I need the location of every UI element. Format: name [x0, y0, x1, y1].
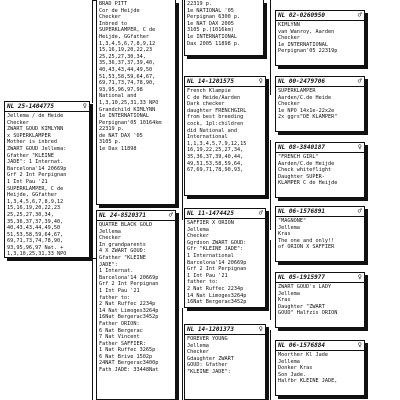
- card-text-line: Jellema: [278, 224, 300, 231]
- card-text-line: "MAGNONE": [278, 218, 307, 224]
- sex-symbol-icon: ♀: [258, 77, 263, 85]
- card-text-line: 51,53,58,59,64,67,: [7, 231, 64, 238]
- card-text-line: Heijde, GGfather: [99, 33, 149, 40]
- card-text-line: 1e NPO 14x1e-22x2e: [278, 107, 335, 114]
- card-text-line: of ORION X SAFFIER: [278, 244, 335, 251]
- ring-number: NL 06-1576891: [278, 208, 325, 215]
- card-text-line: 1,3,4,5,6,7,8,9,12: [99, 40, 156, 47]
- card-text-line: 24NAT Bergerac3400p: [99, 360, 159, 367]
- card-text-line: de NAT DAX '05: [99, 132, 143, 139]
- card-text-line: van Wanroy, Aarden: [278, 28, 335, 35]
- sex-symbol-icon: ♀: [357, 273, 362, 281]
- card-text-line: 16Nat Bergerac3452p: [99, 314, 159, 321]
- sex-symbol-icon: ♂: [357, 77, 362, 85]
- pedigree-card[interactable]: [275, 340, 365, 396]
- card-text-line: Kras: [278, 297, 291, 304]
- card-body: [278, 284, 362, 317]
- connector-line: [182, 308, 183, 400]
- card-text-line: 15,16,19,20,22,23: [99, 47, 153, 54]
- card-text-line: Father SAFFIER:: [99, 340, 146, 347]
- card-text-line: Daughter SUPER-: [278, 173, 325, 180]
- card-text-line: Barcelona'14 20669p: [187, 259, 247, 266]
- card-text-line: "KLEINE JADE":: [187, 368, 231, 375]
- card-text-line: Checker: [278, 101, 300, 108]
- card-text-line: 69,71,73,74,78,90,: [99, 80, 156, 87]
- card-text-line: Halfbr KLEINE JADE,: [278, 378, 338, 385]
- card-body: [7, 113, 87, 258]
- card-text-line: Aarden/C.de Heijde: [278, 160, 335, 167]
- sex-symbol-icon: ♀: [82, 102, 87, 110]
- card-text-line: 16,19,22,25,27,34,: [187, 147, 244, 154]
- sex-symbol-icon: ♀: [258, 325, 263, 333]
- card-text-line: Dark checker: [187, 101, 225, 108]
- card-text-line: 1,3,4,5,6,7,8,9,12: [7, 198, 64, 205]
- card-text-line: 6 Nat Bergerac: [99, 327, 143, 334]
- card-text-line: 1e Dax 11898: [99, 146, 137, 153]
- card-text-line: 1 Int Pau '21: [99, 287, 140, 294]
- card-body: [278, 352, 362, 385]
- ring-number: NL 25-1404775: [7, 103, 54, 110]
- card-text-line: Grf 2 Int Perpignan: [187, 266, 247, 273]
- pedigree-card[interactable]: [275, 206, 365, 262]
- card-header: [276, 274, 364, 283]
- sex-symbol-icon: ♀: [357, 143, 362, 151]
- card-text-line: Grandchild KIMLYNN: [99, 106, 156, 113]
- card-text-line: SAFFIER X ORION: [187, 220, 234, 226]
- card-header: [276, 12, 364, 21]
- card-text-line: 1 Int Pau '21: [7, 178, 48, 185]
- card-text-line: 67,69,71,78,90,93,: [187, 167, 244, 174]
- card-text-line: SUPERKLAMPER, C de: [99, 27, 156, 34]
- card-body: [99, 1, 173, 153]
- card-text-line: 22319 p.: [99, 126, 124, 133]
- card-text-line: 16Nat Bergerac3452p: [187, 299, 247, 306]
- card-text-line: Kras: [278, 231, 291, 238]
- card-text-line: SUPERKLAMPER, C de: [7, 185, 64, 192]
- card-text-line: SUPERKLAMPER: [278, 88, 316, 94]
- card-text-line: Heijde, GGfather: [7, 192, 57, 199]
- card-header: [185, 326, 265, 335]
- card-text-line: French Klampie: [187, 88, 231, 94]
- card-text-line: Daughter "ZWART: [278, 303, 325, 310]
- card-text-line: National and: [99, 93, 137, 100]
- card-text-line: FOREVER YOUNG: [187, 336, 228, 342]
- ring-number: NL 11-1474425: [187, 210, 234, 217]
- ring-number: NL 24-8520371: [99, 212, 146, 219]
- card-text-line: 40,43,43,44,49,50: [99, 66, 153, 73]
- card-text-line: from best breeding: [187, 114, 244, 121]
- card-body: [278, 88, 362, 121]
- card-text-line: Cor de Heijde: [99, 7, 140, 14]
- card-text-line: GOUD: Gfather: [187, 362, 228, 369]
- card-text-line: Jellema: [187, 342, 209, 349]
- card-text-line: QUATRE BLACK GOLD: [99, 222, 153, 228]
- card-text-line: 93,95,96,97,98: [99, 86, 143, 93]
- pedigree-card[interactable]: [4, 101, 90, 258]
- card-text-line: Checker: [187, 349, 209, 356]
- card-text-line: 35,36,37,37,39,40,: [7, 218, 64, 225]
- card-header: [185, 210, 265, 219]
- card-header: [5, 103, 89, 112]
- card-text-line: C de Heide/Aarden: [187, 94, 241, 101]
- card-text-line: 25,25,27,30,34,: [99, 53, 146, 60]
- card-text-line: Checker: [99, 235, 121, 242]
- ring-number: NL 14-1201575: [187, 78, 234, 85]
- card-text-line: 1e INTERNATIONAL: [99, 113, 149, 120]
- connector-line: [270, 330, 271, 400]
- card-text-line: Gfr "KLEINE JADE":: [187, 246, 244, 253]
- pedigree-card[interactable]: [184, 324, 266, 400]
- card-header: [97, 212, 175, 221]
- card-text-line: father to:: [99, 294, 131, 301]
- card-body: [187, 1, 261, 47]
- ring-number: NL 06-1576884: [278, 342, 325, 349]
- card-text-line: 1e NAT DAX 2005: [187, 20, 234, 27]
- pedigree-card[interactable]: [275, 10, 365, 66]
- card-text-line: Father ORION:: [99, 320, 140, 327]
- sex-symbol-icon: ♂: [258, 209, 263, 217]
- ring-number: NL 00-2479706: [278, 78, 325, 85]
- card-header: [276, 78, 364, 87]
- pedigree-card[interactable]: [275, 76, 365, 132]
- connector-line: [270, 240, 271, 320]
- card-text-line: International: [187, 134, 228, 141]
- card-text-line: The one and only!!: [278, 237, 335, 244]
- card-text-line: Perpignan'05 22319p: [278, 48, 338, 55]
- card-body: [278, 218, 362, 251]
- card-text-line: GOUD" Halfzis ORION: [278, 310, 338, 317]
- card-text-line: Dax 2005 11898 p.: [187, 40, 241, 47]
- card-text-line: In grandparents: [99, 241, 146, 248]
- card-text-line: Check whiteflight: [278, 167, 332, 174]
- card-body: [278, 154, 362, 187]
- card-text-line: Perpignan 6300 p.: [187, 14, 241, 21]
- card-text-line: 6 Nat Brive 1502p: [99, 353, 153, 360]
- card-text-line: Gdaughter ZWART: [187, 355, 234, 362]
- card-body: [187, 336, 263, 376]
- pedigree-card[interactable]: [275, 272, 365, 328]
- connector-line: [270, 0, 271, 95]
- card-text-line: Inbred to: [99, 20, 128, 27]
- card-header: [276, 342, 364, 351]
- card-text-line: Barcelona'14 20669p: [7, 165, 67, 172]
- card-text-line: 1e INTERNATIONAL: [187, 33, 237, 40]
- ring-number: NL 14-1201373: [187, 326, 234, 333]
- card-text-line: 1 Int Pau '21: [187, 272, 228, 279]
- card-text-line: Jellema: [278, 290, 300, 297]
- card-body: [187, 220, 263, 306]
- card-text-line: 3105 p.: [99, 139, 121, 146]
- card-text-line: 1e INTERNATIONAL: [278, 41, 328, 48]
- pedigree-card[interactable]: [184, 0, 264, 56]
- pedigree-card[interactable]: [184, 208, 266, 308]
- connector-line: [270, 140, 271, 230]
- ring-number: NL 05-1915977: [278, 274, 325, 281]
- sex-symbol-icon: ♂: [168, 211, 173, 219]
- card-text-line: KLAMPER C de Heijde: [278, 180, 338, 187]
- card-text-line: Checker: [187, 233, 209, 240]
- card-text-line: 69,71,73,74,78,90,: [7, 238, 64, 245]
- sex-symbol-icon: ♀: [357, 341, 362, 349]
- card-text-line: 1 Nat Ruffec 3265p: [99, 347, 156, 354]
- card-text-line: cock, 1pl:children: [187, 120, 244, 127]
- card-body: [187, 88, 263, 174]
- card-text-line: BRAD PITT: [99, 1, 128, 7]
- card-text-line: Gfather "KLEINE: [7, 152, 54, 159]
- card-text-line: Perpignan'05 10164km: [99, 119, 162, 126]
- card-text-line: Moorther Kl Jade: [278, 352, 328, 358]
- card-text-line: Grf 2 Int Perpignan: [7, 172, 67, 179]
- card-text-line: 2 Nat Ruffec 2234p: [187, 285, 244, 292]
- card-body: [278, 22, 362, 55]
- card-text-line: JADE":: [99, 261, 118, 268]
- card-text-line: Son Jade.: [278, 371, 307, 378]
- pedigree-card[interactable]: [275, 142, 365, 198]
- pedigree-card[interactable]: [96, 0, 176, 205]
- card-header: [185, 78, 265, 87]
- card-text-line: 51,53,58,59,64,67,: [99, 73, 156, 80]
- card-text-line: KIMLYNN: [278, 22, 300, 28]
- card-text-line: Grf 2 Int Perpignan: [99, 281, 159, 288]
- card-text-line: Mother is inbred: [7, 139, 57, 146]
- card-text-line: Donker Kras: [278, 365, 313, 372]
- card-text-line: 1,3,10,25,31,33 NPO: [7, 251, 67, 258]
- card-text-line: Checker: [7, 119, 29, 126]
- card-header: [276, 208, 364, 217]
- ring-number: NL 02-0260950: [278, 12, 325, 19]
- card-text-line: 7 Nat Vincent: [99, 334, 140, 341]
- card-text-line: 2x ggrs"DE KLAMPER": [278, 114, 338, 121]
- card-text-line: Gfather "KLEINE: [99, 254, 146, 261]
- card-text-line: Jellema: [99, 228, 121, 235]
- card-text-line: daughter FRENCHGIRL: [187, 107, 247, 114]
- card-text-line: 1 Internat.: [99, 268, 134, 275]
- card-text-line: father to:: [187, 279, 219, 286]
- card-body: [99, 222, 173, 374]
- card-text-line: ZWART GOUD KIMLYNN: [7, 126, 64, 133]
- card-text-line: 93,95,96,97 Nat. +: [7, 244, 64, 251]
- card-text-line: 1,3,10,25,31,33 NPO: [99, 99, 159, 106]
- card-text-line: 2 Nat Ruffec 2234p: [99, 301, 156, 308]
- card-text-line: 14 Nat Limoges3264p: [187, 292, 247, 299]
- card-text-line: ZWART GOUD's LADY: [278, 284, 332, 290]
- card-text-line: Fath JADE: 33448Nat: [99, 367, 159, 374]
- sex-symbol-icon: ♂: [357, 207, 362, 215]
- card-text-line: "FRENCH GIRL": [278, 154, 319, 160]
- card-text-line: did National and: [187, 127, 237, 134]
- ring-number: NL 08-3840187: [278, 144, 325, 151]
- card-text-line: 22319 p.: [187, 1, 212, 7]
- card-text-line: Aarden/C.de Heide: [278, 94, 332, 101]
- card-text-line: 1 International: [187, 252, 234, 259]
- card-text-line: ZWART GOUD Jellema:: [7, 145, 67, 152]
- pedigree-card[interactable]: [184, 76, 266, 196]
- card-text-line: 1e NATIONAL '05: [187, 7, 234, 14]
- card-text-line: Jellema: [278, 358, 300, 365]
- card-text-line: Ggrdson ZWART GOUD:: [187, 239, 247, 246]
- connector-line: [92, 0, 93, 103]
- card-header: [276, 144, 364, 153]
- card-text-line: 35,36,37,39,40,44,: [187, 153, 244, 160]
- connector-line: [92, 258, 93, 400]
- pedigree-card[interactable]: [96, 210, 176, 400]
- card-text-line: 40,43,43,44,49,50: [7, 225, 61, 232]
- card-text-line: JADE": 1 Internat.: [7, 159, 64, 166]
- card-text-line: x SUPERKLAMPER: [7, 132, 51, 139]
- card-text-line: 1,1,3,4,5,7,9,12,15: [187, 140, 247, 147]
- card-text-line: 3105 p.(1016km): [187, 27, 234, 34]
- connector-line: [182, 0, 183, 220]
- card-text-line: 35,36,37,37,39,40,: [99, 60, 156, 67]
- card-text-line: 15,16,19,20,22,23: [7, 205, 61, 212]
- card-text-line: Checker: [99, 14, 121, 21]
- card-text-line: Jellema / de Heide: [7, 113, 64, 119]
- card-text-line: 25,25,27,30,34,: [7, 211, 54, 218]
- card-text-line: 49,51,53,58,59,64,: [187, 160, 244, 167]
- card-text-line: 4 X ZWART GOUD:: [99, 248, 146, 255]
- card-text-line: Checker: [278, 35, 300, 42]
- card-text-line: Jellema: [187, 226, 209, 233]
- card-text-line: 14 Nat Limoges3264p: [99, 307, 159, 314]
- sex-symbol-icon: ♂: [357, 11, 362, 19]
- card-text-line: Barcelona'14 20669p: [99, 274, 159, 281]
